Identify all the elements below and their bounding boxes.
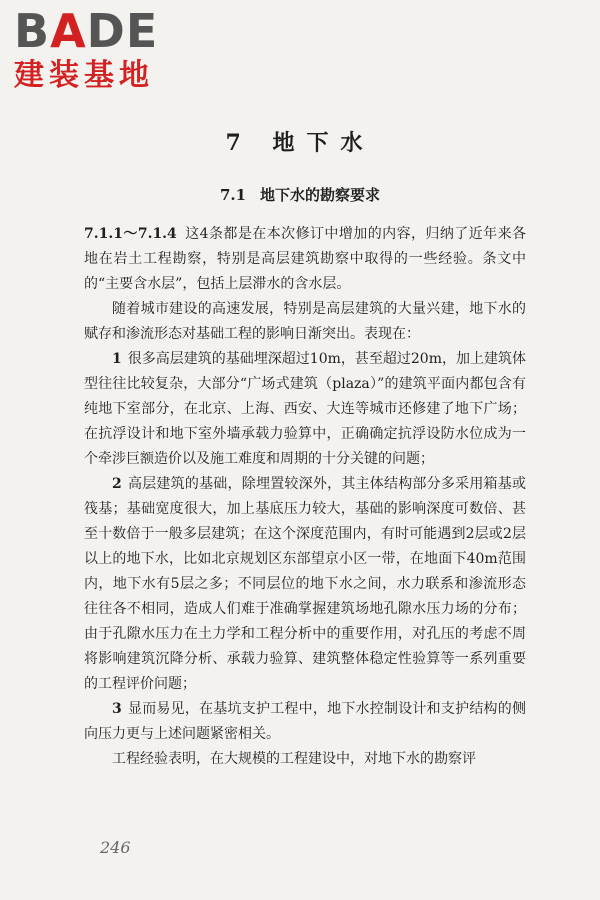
- brand-logo: [14, 4, 184, 94]
- list-item-text: 显而易见，在基坑支护工程中，地下水控制设计和支护结构的侧向压力更与上述问题紧密相关。: [84, 701, 526, 742]
- chapter-title: 7 地下水: [225, 130, 375, 156]
- paragraph-text: 这4条都是在本次修订中增加的内容，归纳了近年来各地在岩土工程勘察，特别是高层建筑勘察中取得的一些经验。条文中的“主要含水层”，包括上层滞水的含水层。: [84, 226, 527, 292]
- logo-wordmark: BADE: [14, 4, 159, 58]
- list-item-text: 高层建筑的基础，除埋置较深外，其主体结构部分多采用箱基或筏基；基础宽度很大，加上基底压力较大，基础的影响深度可数倍、甚至十数倍于一般多层建筑；在这个深度范围内，有时可能遇到2层或2层以上的地下水，比如北京规划区东部望京小区一带，在地面下40m范围内，地下水有5层之多；不同层位的地下水之间，水力联系和渗流形态往往各不相同，造成人们难于准确掌握建筑场地孔隙水压力场的分布；由于孔隙水压力在土力学和工程分析中的重要作用，对孔压的考虑不周将影响建筑沉降分析、承载力验算、建筑整体稳定性验算等一系列重要的工程评价问题；: [84, 476, 526, 692]
- list-item-3: [84, 697, 526, 747]
- clause-number: 7.1.1～7.1.4: [84, 226, 177, 242]
- list-item-2: [84, 472, 526, 697]
- paragraph-intro: 随着城市建设的高速发展，特别是高层建筑的大量兴建，地下水的赋存和渗流形态对基础工程的影响日渐突出。表现在：: [84, 301, 526, 342]
- logo-accent-letter: A: [50, 4, 87, 58]
- list-item-number: 2: [112, 476, 122, 492]
- section-title-text: 地下水的勘察要求: [260, 186, 381, 204]
- paragraph-continuation: 工程经验表明，在大规模的工程建设中，对地下水的勘察评: [112, 751, 476, 767]
- list-item-number: 1: [112, 351, 122, 367]
- list-item-1: [84, 347, 526, 472]
- logo-subtitle: 建装基地: [14, 58, 154, 93]
- page-number: 246: [100, 838, 131, 857]
- paragraph-clause-7-1-1: [84, 222, 526, 297]
- list-item-text: 很多高层建筑的基础埋深超过10m，甚至超过20m，加上建筑体型往往比较复杂，大部分“广场式建筑（plaza）”的建筑平面内都包含有纯地下室部分，在北京、上海、西安、大连等城市还修建了地下广场；在抗浮设计和地下室外墙承载力验算中，正确确定抗浮设防水位成为一个牵涉巨额造价以及施工难度和周期的十分关键的问题；: [84, 351, 526, 467]
- section-title: [0, 184, 600, 205]
- body-text: [84, 222, 526, 772]
- list-item-number: 3: [112, 701, 122, 717]
- section-number: 7.1: [219, 186, 247, 204]
